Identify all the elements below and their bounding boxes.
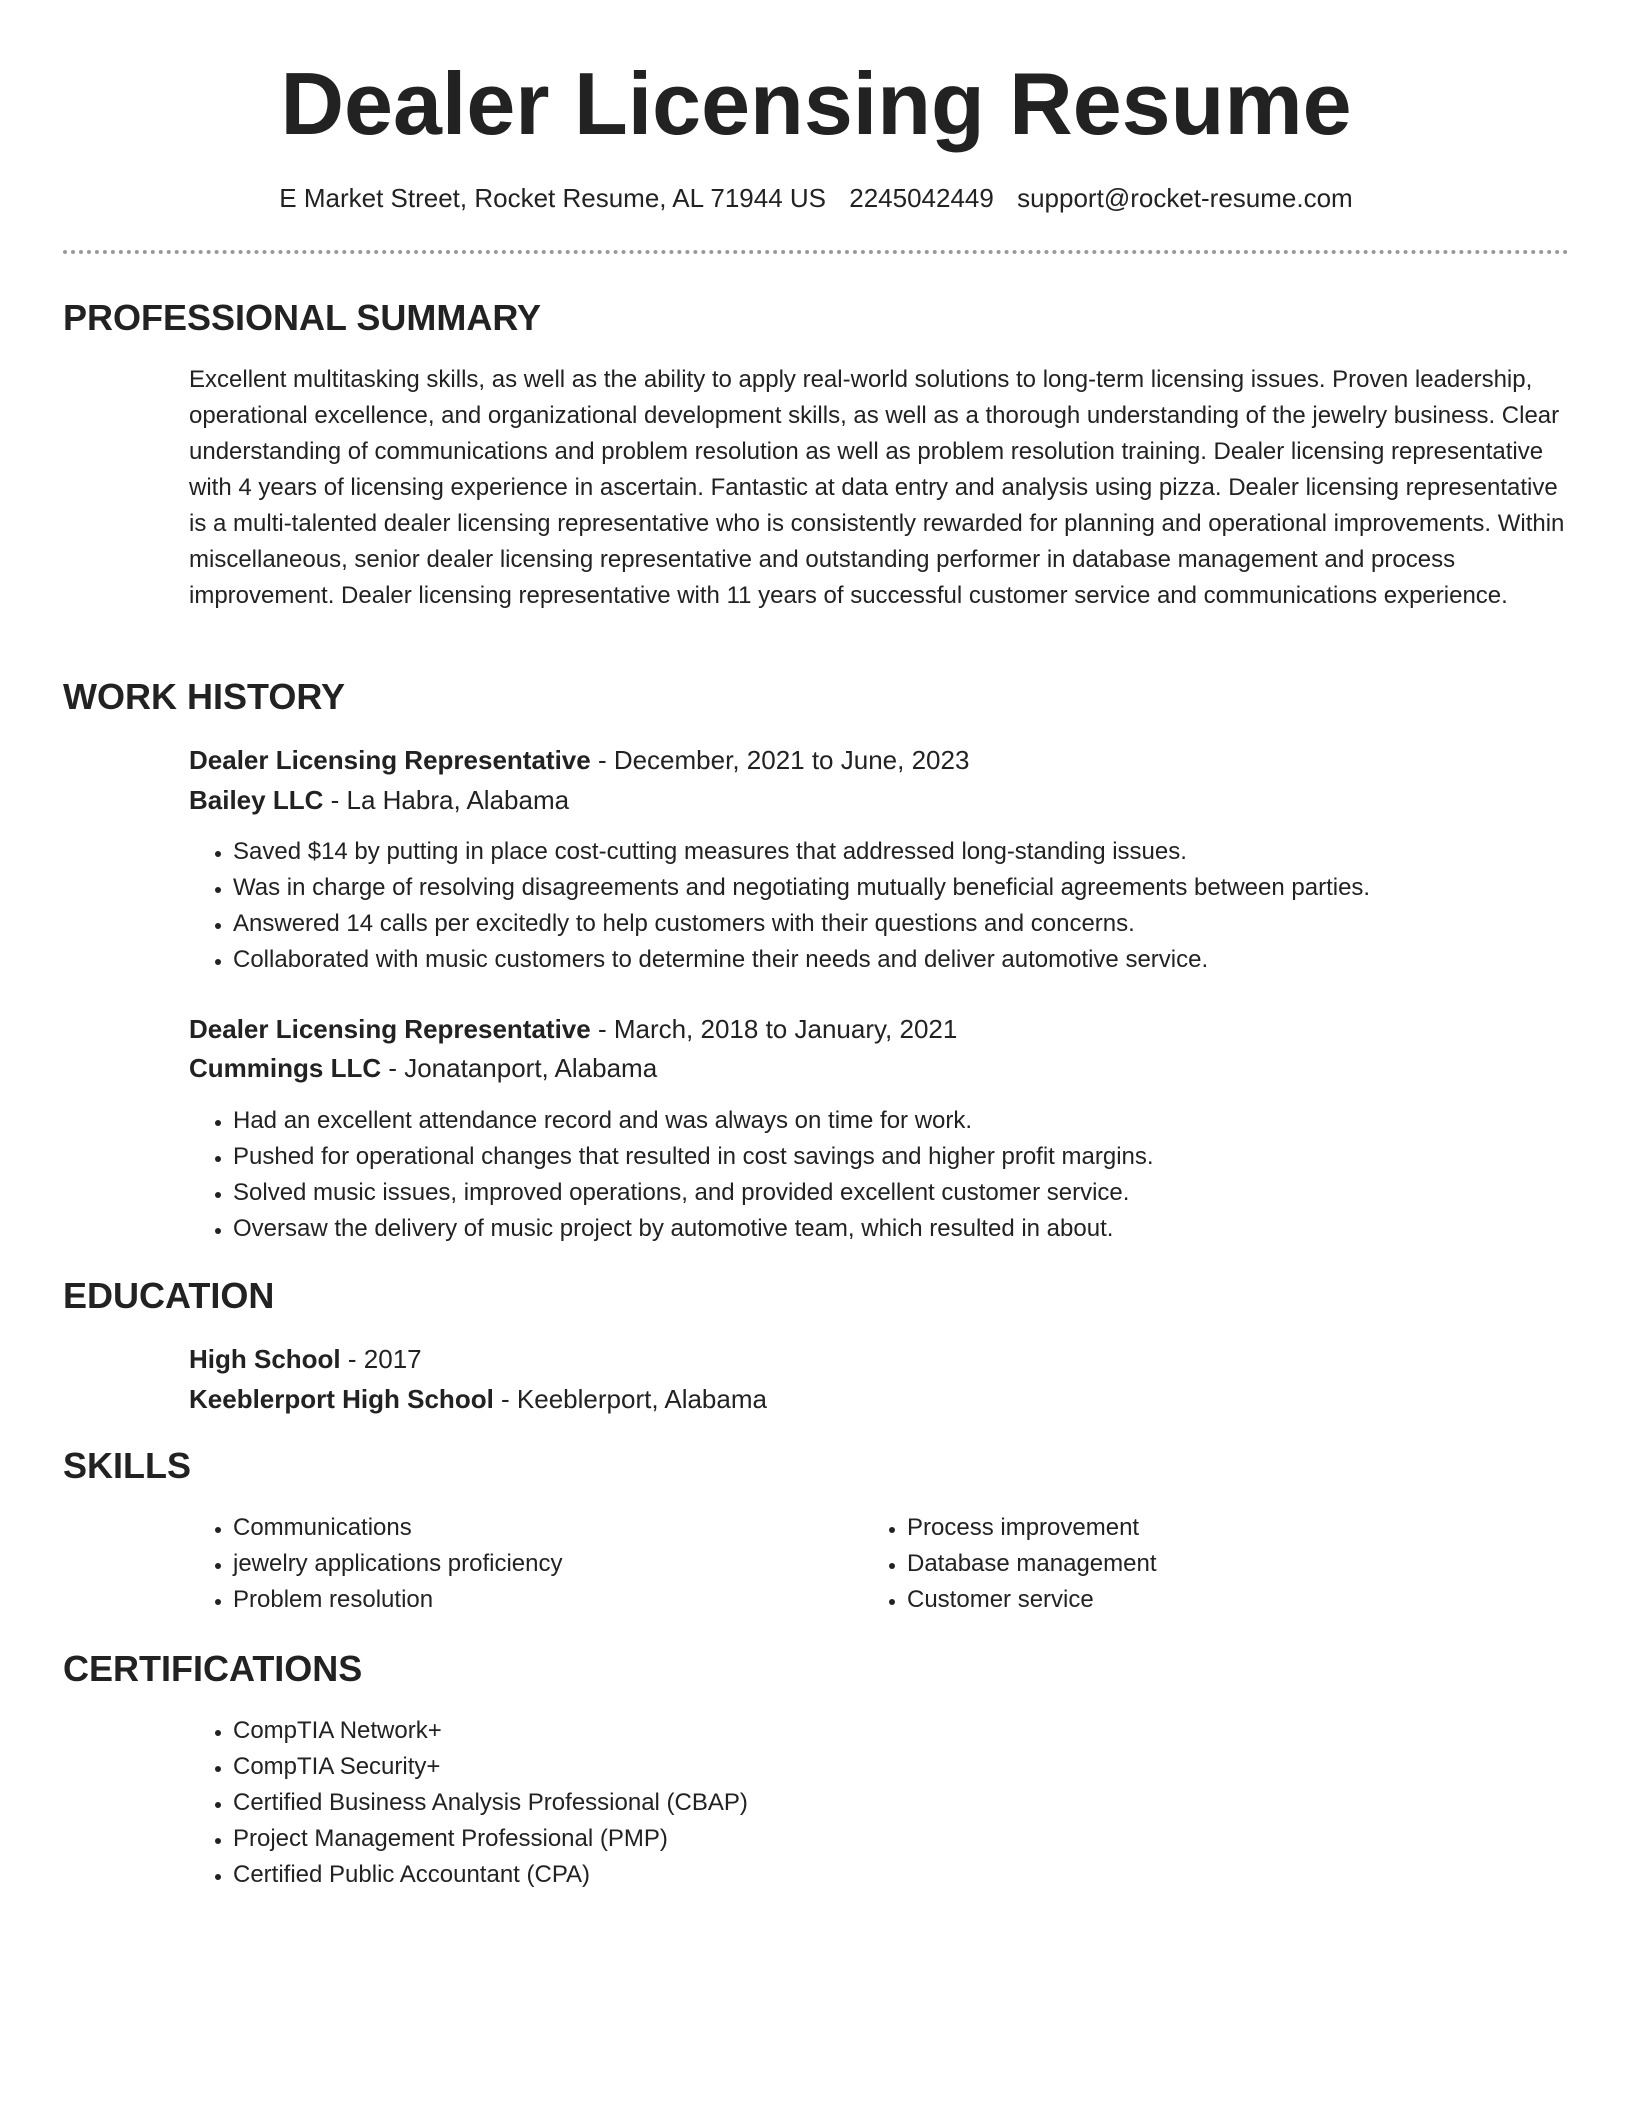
education-school: Keeblerport High School <box>189 1384 494 1414</box>
summary-text: Excellent multitasking skills, as well as the ability to apply real-world solutions to long-term licensing issues. Proven leadership, operational excellence, and organizational development skills, as well as a thorough understanding of the jewelry business. Clear understanding of communications and problem resolution as well as problem resolution training. Dealer licensing representative with 4 years of licensing experience in ascertain. Fantastic at data entry and analysis using pizza. Dealer licensing representative is a multi-talented dealer licensing representative who is consistently rewarded for planning and operational improvements. Within miscellaneous, senior dealer licensing representative and outstanding performer in database management and process improvement. Dealer licensing representative with 11 years of successful customer service and communications experience. <box>189 366 1565 609</box>
section-title-summary: PROFESSIONAL SUMMARY <box>63 297 542 338</box>
list-item: • Process improvement <box>907 1510 1157 1546</box>
list-item: • Solved music issues, improved operations, and provided excellent customer service. <box>233 1175 1154 1211</box>
list-item: • CompTIA Network+ <box>233 1713 748 1749</box>
resume-title: Dealer Licensing Resume <box>280 54 1352 153</box>
contact-email: support@rocket-resume.com <box>1017 183 1353 213</box>
education-school-line <box>189 1380 767 1418</box>
job-1-role: Dealer Licensing Representative <box>189 745 591 775</box>
certifications-list <box>189 1713 748 1893</box>
skills-list-left <box>189 1510 562 1618</box>
list-item: • Collaborated with music customers to determine their needs and deliver automotive service. <box>233 942 1370 978</box>
job-1-location: - La Habra, Alabama <box>323 785 570 815</box>
list-item: • Project Management Professional (PMP) <box>233 1821 748 1857</box>
education-year: - 2017 <box>340 1344 422 1374</box>
list-item: • Oversaw the delivery of music project by automotive team, which resulted in about. <box>233 1211 1154 1247</box>
list-item: • Was in charge of resolving disagreements and negotiating mutually beneficial agreements between parties. <box>233 870 1370 906</box>
contact-line <box>0 180 1632 216</box>
list-item: • Answered 14 calls per excitedly to help customers with their questions and concerns. <box>233 906 1370 942</box>
list-item: • Certified Public Accountant (CPA) <box>233 1857 748 1893</box>
header-divider <box>63 250 1569 254</box>
list-item: • CompTIA Security+ <box>233 1749 748 1785</box>
skills-list-right <box>863 1510 1157 1618</box>
section-title-certifications: CERTIFICATIONS <box>63 1648 363 1689</box>
list-item: • Database management <box>907 1546 1157 1582</box>
job-2-title-line <box>189 1010 957 1048</box>
section-title-skills: SKILLS <box>63 1445 192 1486</box>
job-2-bullets <box>189 1103 1154 1247</box>
section-title-work-history: WORK HISTORY <box>63 676 346 717</box>
job-2-dates: - March, 2018 to January, 2021 <box>590 1014 958 1044</box>
list-item: • Customer service <box>907 1582 1157 1618</box>
job-1-company: Bailey LLC <box>189 785 324 815</box>
education-degree: High School <box>189 1344 341 1374</box>
education-location: - Keeblerport, Alabama <box>493 1384 767 1414</box>
list-item: • Certified Business Analysis Professional (CBAP) <box>233 1785 748 1821</box>
job-1-company-line <box>189 781 569 819</box>
list-item: • Pushed for operational changes that resulted in cost savings and higher profit margins. <box>233 1139 1154 1175</box>
list-item: • Had an excellent attendance record and was always on time for work. <box>233 1103 1154 1139</box>
job-1-title-line <box>189 741 969 779</box>
job-2-role: Dealer Licensing Representative <box>189 1014 591 1044</box>
list-item: • jewelry applications proficiency <box>233 1546 562 1582</box>
education-degree-line <box>189 1340 422 1378</box>
job-2-location: - Jonatanport, Alabama <box>381 1053 658 1083</box>
list-item: • Saved $14 by putting in place cost-cutting measures that addressed long-standing issues. <box>233 834 1370 870</box>
section-title-education: EDUCATION <box>63 1275 275 1316</box>
list-item: • Problem resolution <box>233 1582 562 1618</box>
contact-phone: 2245042449 <box>849 183 994 213</box>
job-1-bullets <box>189 834 1370 978</box>
list-item: • Communications <box>233 1510 562 1546</box>
job-2-company-line <box>189 1049 657 1087</box>
job-1-dates: - December, 2021 to June, 2023 <box>590 745 970 775</box>
job-2-company: Cummings LLC <box>189 1053 382 1083</box>
contact-address: E Market Street, Rocket Resume, AL 71944 US <box>279 183 827 213</box>
